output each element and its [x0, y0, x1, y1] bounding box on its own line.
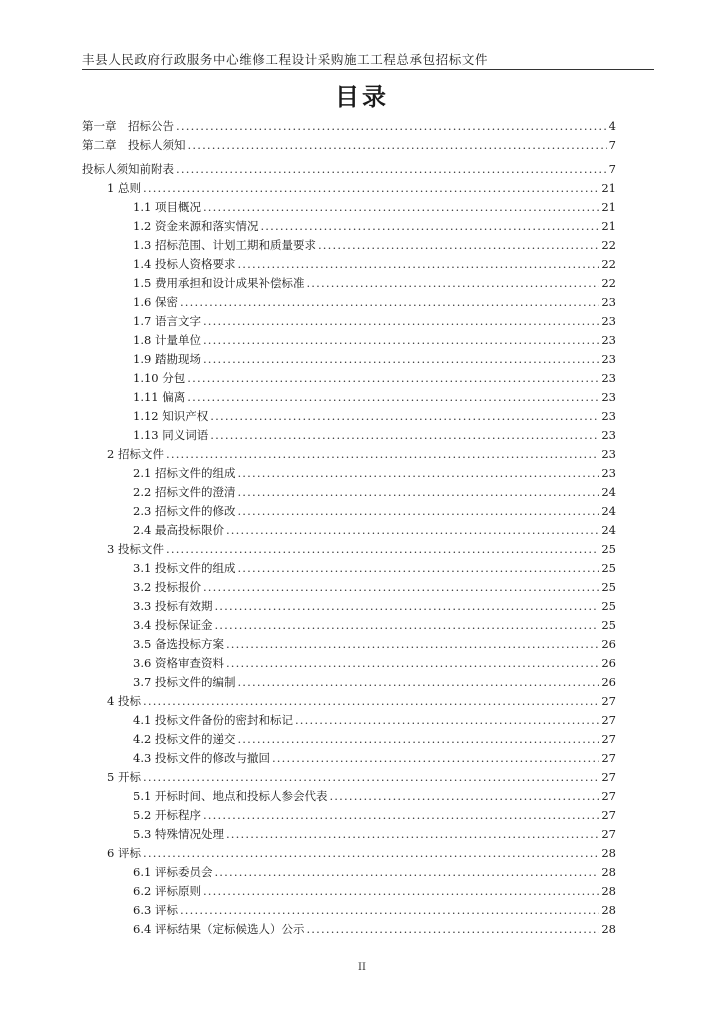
toc-leader-dots — [203, 882, 599, 901]
toc-leader-dots — [210, 407, 599, 426]
page-number: II — [358, 962, 366, 973]
toc-entry-label: 第一章 招标公告 — [82, 119, 174, 133]
toc-entry[interactable] — [82, 445, 616, 464]
toc-entry-label: 3.3 投标有效期 — [133, 599, 213, 613]
toc-leader-dots — [237, 559, 599, 578]
toc-entry-label: 2.3 招标文件的修改 — [133, 504, 236, 518]
toc-entry-label: 2.1 招标文件的组成 — [133, 466, 236, 480]
toc-entry-page: 24 — [601, 485, 616, 499]
toc-entry-label: 1.1 项目概况 — [133, 200, 201, 214]
toc-leader-dots — [214, 597, 599, 616]
toc-entry-page: 25 — [601, 561, 616, 575]
toc-leader-dots — [203, 806, 599, 825]
toc-entry-label: 1.7 语言文字 — [133, 314, 201, 328]
toc-leader-dots — [318, 236, 599, 255]
toc-leader-dots — [306, 274, 599, 293]
toc-entry-label: 1.8 计量单位 — [133, 333, 201, 347]
toc-entry[interactable] — [82, 179, 616, 198]
table-of-contents — [82, 117, 616, 939]
toc-entry[interactable] — [82, 483, 616, 502]
toc-leader-dots — [306, 920, 599, 939]
toc-leader-dots — [295, 711, 599, 730]
toc-title: 目录 — [335, 83, 389, 111]
toc-entry[interactable] — [82, 350, 616, 369]
toc-entry[interactable] — [82, 117, 616, 136]
toc-entry[interactable] — [82, 274, 616, 293]
toc-entry[interactable] — [82, 388, 616, 407]
toc-entry[interactable] — [82, 521, 616, 540]
toc-entry[interactable] — [82, 901, 616, 920]
toc-entry-label: 1.2 资金来源和落实情况 — [133, 219, 259, 233]
toc-entry[interactable] — [82, 844, 616, 863]
toc-leader-dots — [260, 217, 599, 236]
toc-entry[interactable] — [82, 578, 616, 597]
toc-entry[interactable] — [82, 312, 616, 331]
toc-entry-label: 5.3 特殊情况处理 — [133, 827, 224, 841]
toc-entry-page: 27 — [601, 789, 616, 803]
toc-entry-label: 2 招标文件 — [107, 447, 164, 461]
toc-entry[interactable] — [82, 787, 616, 806]
toc-leader-dots — [143, 768, 599, 787]
toc-entry[interactable] — [82, 293, 616, 312]
toc-entry-page: 28 — [601, 846, 616, 860]
toc-leader-dots — [203, 312, 599, 331]
toc-leader-dots — [143, 844, 599, 863]
toc-entry-page: 7 — [608, 162, 616, 176]
toc-entry-label: 3.6 资格审查资料 — [133, 656, 224, 670]
toc-leader-dots — [272, 749, 599, 768]
toc-entry-label: 6.3 评标 — [133, 903, 178, 917]
toc-entry[interactable] — [82, 597, 616, 616]
toc-entry-label: 6.1 评标委员会 — [133, 865, 213, 879]
toc-entry-page: 28 — [601, 884, 616, 898]
toc-leader-dots — [237, 464, 599, 483]
toc-leader-dots — [226, 825, 599, 844]
toc-leader-dots — [237, 483, 599, 502]
toc-entry-page: 28 — [601, 922, 616, 936]
toc-entry[interactable] — [82, 217, 616, 236]
toc-leader-dots — [226, 521, 599, 540]
toc-leader-dots — [237, 255, 599, 274]
toc-leader-dots — [329, 787, 599, 806]
toc-entry-label: 2.2 招标文件的澄清 — [133, 485, 236, 499]
toc-leader-dots — [214, 863, 599, 882]
toc-entry[interactable] — [82, 502, 616, 521]
toc-leader-dots — [210, 426, 599, 445]
toc-entry-label: 4.3 投标文件的修改与撤回 — [133, 751, 270, 765]
toc-leader-dots — [143, 692, 599, 711]
toc-entry[interactable] — [82, 136, 616, 155]
toc-entry-label: 5.1 开标时间、地点和投标人参会代表 — [133, 789, 328, 803]
toc-entry-page: 23 — [601, 352, 616, 366]
document-header: 丰县人民政府行政服务中心维修工程设计采购施工工程总承包招标文件 — [82, 52, 489, 67]
toc-entry[interactable] — [82, 692, 616, 711]
toc-entry-label: 3.1 投标文件的组成 — [133, 561, 236, 575]
toc-entry-label: 3 投标文件 — [107, 542, 164, 556]
toc-leader-dots — [187, 388, 599, 407]
toc-entry[interactable] — [82, 559, 616, 578]
toc-entry-page: 25 — [601, 599, 616, 613]
toc-leader-dots — [203, 578, 599, 597]
toc-entry-page: 23 — [601, 390, 616, 404]
toc-entry-page: 23 — [601, 314, 616, 328]
toc-entry[interactable] — [82, 711, 616, 730]
toc-entry[interactable] — [82, 426, 616, 445]
toc-entry-page: 22 — [601, 257, 616, 271]
toc-entry[interactable] — [82, 255, 616, 274]
toc-entry-label: 第二章 投标人须知 — [82, 138, 186, 152]
toc-entry-label: 5.2 开标程序 — [133, 808, 201, 822]
toc-entry-page: 26 — [601, 656, 616, 670]
toc-entry-page: 22 — [601, 238, 616, 252]
toc-entry-page: 21 — [601, 219, 616, 233]
toc-entry[interactable] — [82, 825, 616, 844]
toc-entry-page: 28 — [601, 865, 616, 879]
toc-entry-label: 1.9 踏勘现场 — [133, 352, 201, 366]
toc-entry-label: 2.4 最高投标限价 — [133, 523, 224, 537]
toc-entry[interactable] — [82, 236, 616, 255]
toc-leader-dots — [237, 730, 599, 749]
toc-leader-dots — [166, 540, 599, 559]
toc-entry-label: 1.12 知识产权 — [133, 409, 209, 423]
toc-leader-dots — [237, 673, 599, 692]
toc-entry-page: 27 — [601, 827, 616, 841]
toc-entry-label: 6.2 评标原则 — [133, 884, 201, 898]
toc-entry-page: 27 — [601, 713, 616, 727]
toc-entry-page: 21 — [601, 200, 616, 214]
toc-leader-dots — [203, 331, 599, 350]
toc-entry-label: 1.6 保密 — [133, 295, 178, 309]
toc-entry-page: 23 — [601, 333, 616, 347]
toc-leader-dots — [166, 445, 599, 464]
toc-entry-page: 28 — [601, 903, 616, 917]
toc-entry[interactable] — [82, 806, 616, 825]
toc-entry[interactable] — [82, 331, 616, 350]
toc-entry[interactable] — [82, 863, 616, 882]
toc-entry-label: 1.10 分包 — [133, 371, 186, 385]
toc-leader-dots — [203, 198, 599, 217]
toc-entry-page: 26 — [601, 637, 616, 651]
toc-entry-label: 6.4 评标结果（定标候选人）公示 — [133, 922, 305, 936]
toc-leader-dots — [237, 502, 599, 521]
toc-entry-page: 23 — [601, 295, 616, 309]
toc-entry-label: 6 评标 — [107, 846, 141, 860]
toc-entry-page: 25 — [601, 580, 616, 594]
toc-entry[interactable] — [82, 407, 616, 426]
toc-entry-label: 5 开标 — [107, 770, 141, 784]
toc-entry-page: 27 — [601, 694, 616, 708]
toc-entry[interactable] — [82, 920, 616, 939]
toc-entry-page: 25 — [601, 618, 616, 632]
toc-leader-dots — [214, 616, 599, 635]
toc-entry[interactable] — [82, 464, 616, 483]
toc-entry[interactable] — [82, 882, 616, 901]
toc-entry[interactable] — [82, 369, 616, 388]
toc-entry[interactable] — [82, 198, 616, 217]
toc-entry-page: 25 — [601, 542, 616, 556]
toc-entry-page: 24 — [601, 504, 616, 518]
toc-entry-label: 3.5 备选投标方案 — [133, 637, 224, 651]
toc-entry-page: 27 — [601, 732, 616, 746]
header-rule — [82, 69, 654, 70]
toc-leader-dots — [143, 179, 599, 198]
toc-entry-page: 27 — [601, 751, 616, 765]
toc-leader-dots — [188, 136, 607, 155]
toc-entry-label: 3.2 投标报价 — [133, 580, 201, 594]
toc-entry-label: 4.1 投标文件备份的密封和标记 — [133, 713, 293, 727]
toc-entry-label: 1.5 费用承担和设计成果补偿标准 — [133, 276, 305, 290]
toc-entry-label: 4.2 投标文件的递交 — [133, 732, 236, 746]
toc-entry-page: 26 — [601, 675, 616, 689]
toc-entry-page: 7 — [608, 138, 616, 152]
toc-leader-dots — [180, 293, 599, 312]
toc-entry[interactable] — [82, 160, 616, 179]
toc-entry-page: 23 — [601, 409, 616, 423]
toc-entry-page: 27 — [601, 808, 616, 822]
toc-entry-page: 23 — [601, 371, 616, 385]
toc-leader-dots — [180, 901, 599, 920]
toc-entry-page: 22 — [601, 276, 616, 290]
toc-entry-page: 24 — [601, 523, 616, 537]
toc-leader-dots — [203, 350, 599, 369]
toc-leader-dots — [226, 635, 599, 654]
toc-entry-page: 23 — [601, 447, 616, 461]
toc-leader-dots — [176, 117, 607, 136]
toc-entry[interactable] — [82, 654, 616, 673]
toc-entry[interactable] — [82, 768, 616, 787]
toc-leader-dots — [187, 369, 599, 388]
toc-leader-dots — [176, 160, 607, 179]
toc-entry-page: 27 — [601, 770, 616, 784]
toc-entry-label: 4 投标 — [107, 694, 141, 708]
toc-entry-page: 21 — [601, 181, 616, 195]
toc-entry-label: 1.11 偏离 — [133, 390, 186, 404]
toc-entry-label: 3.4 投标保证金 — [133, 618, 213, 632]
toc-entry-label: 投标人须知前附表 — [82, 162, 174, 176]
toc-entry-label: 3.7 投标文件的编制 — [133, 675, 236, 689]
toc-entry[interactable] — [82, 730, 616, 749]
toc-entry-label: 1 总则 — [107, 181, 141, 195]
toc-entry[interactable] — [82, 540, 616, 559]
toc-entry[interactable] — [82, 749, 616, 768]
toc-entry-page: 4 — [608, 119, 616, 133]
toc-entry[interactable] — [82, 673, 616, 692]
toc-leader-dots — [226, 654, 599, 673]
toc-entry-page: 23 — [601, 466, 616, 480]
toc-entry-page: 23 — [601, 428, 616, 442]
toc-entry-label: 1.13 同义词语 — [133, 428, 209, 442]
toc-entry-label: 1.4 投标人资格要求 — [133, 257, 236, 271]
toc-entry-label: 1.3 招标范围、计划工期和质量要求 — [133, 238, 316, 252]
toc-entry[interactable] — [82, 616, 616, 635]
toc-entry[interactable] — [82, 635, 616, 654]
